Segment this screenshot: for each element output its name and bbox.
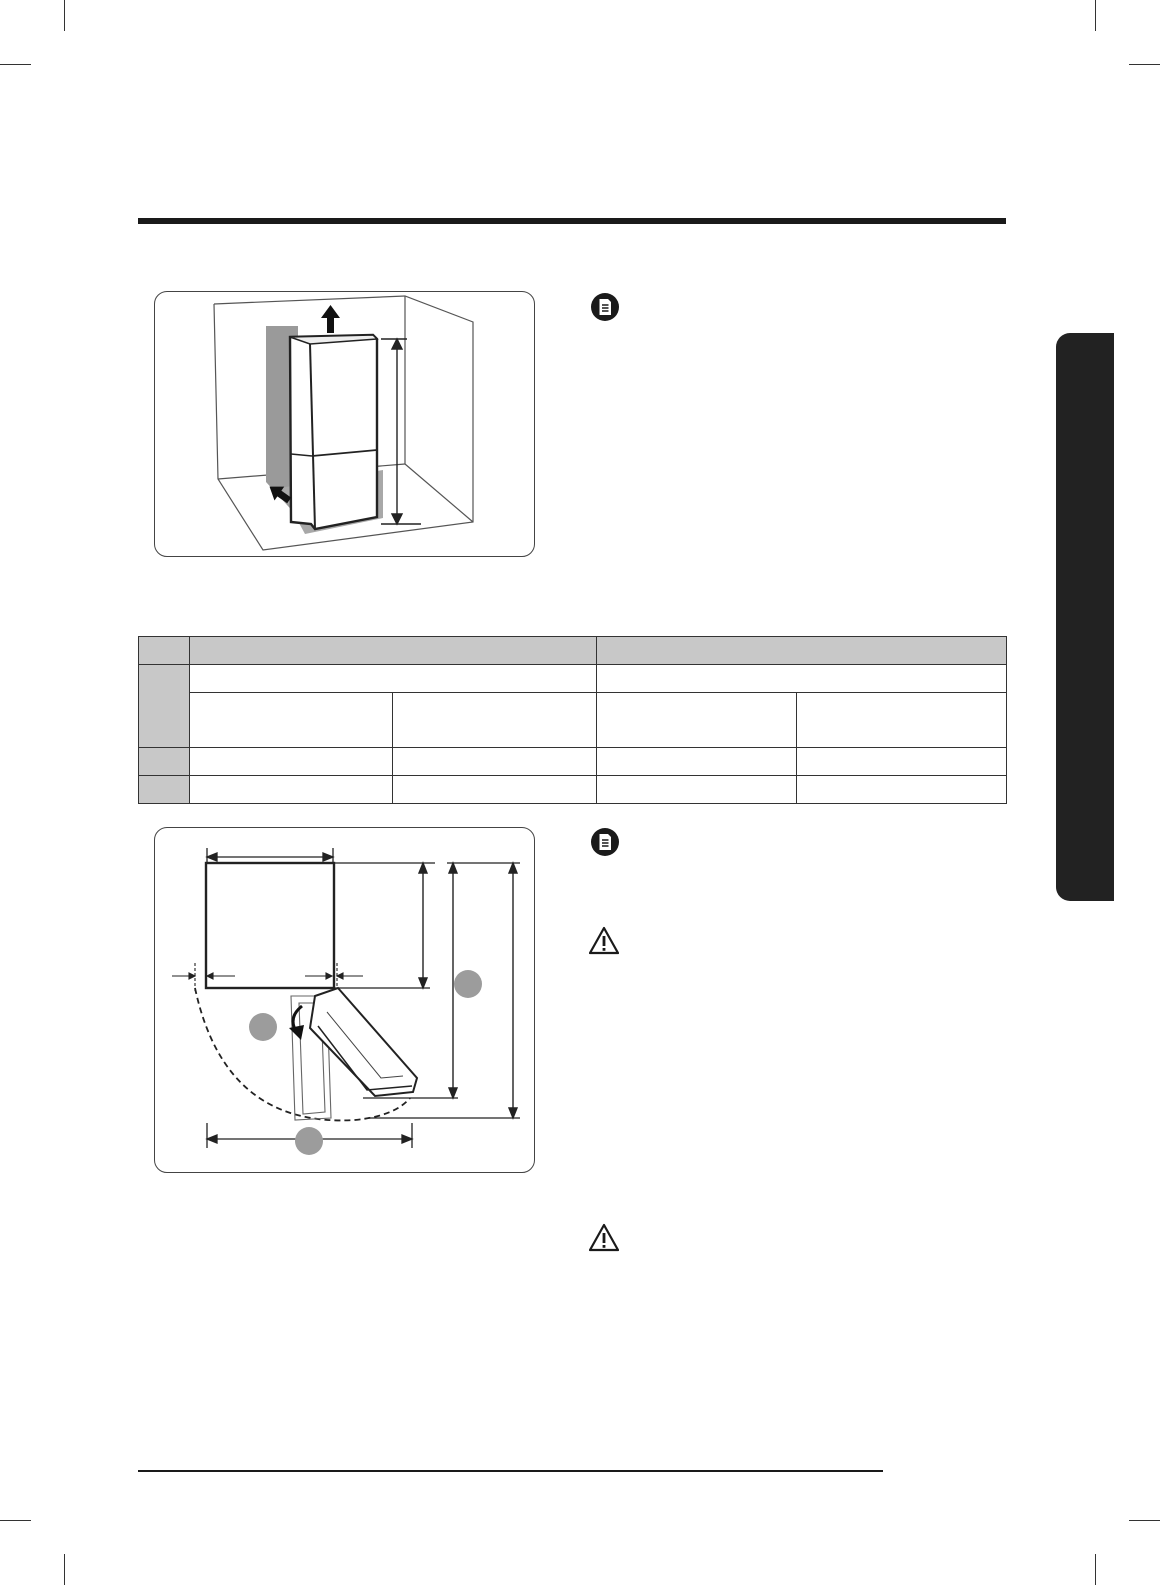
crop-mark	[64, 1554, 65, 1585]
table-subheader-cell	[597, 665, 1007, 693]
table-cell	[393, 748, 597, 776]
table-cell	[393, 776, 597, 804]
table-cell	[797, 748, 1007, 776]
table-column-row	[139, 693, 1007, 748]
callout-circle	[295, 1127, 323, 1155]
table-header-row	[139, 637, 1007, 665]
table-subheader-row	[139, 665, 1007, 693]
crop-mark	[0, 1520, 31, 1521]
table-subheader-cell	[190, 665, 597, 693]
section-rule	[138, 218, 1006, 224]
table-cell	[190, 776, 393, 804]
callout-circle	[249, 1013, 277, 1041]
note-icon	[590, 827, 620, 857]
table-column-cell	[190, 693, 393, 748]
note-icon	[590, 292, 620, 322]
callout-circle	[454, 970, 482, 998]
table-row-label	[139, 665, 190, 748]
table-cell	[797, 776, 1007, 804]
table-column-cell	[597, 693, 797, 748]
table-cell	[597, 776, 797, 804]
crop-mark	[64, 0, 65, 31]
crop-mark	[1129, 64, 1160, 65]
crop-mark	[0, 64, 31, 65]
door-clearance-figure	[154, 827, 535, 1173]
clearance-table	[138, 636, 1007, 804]
table-row	[139, 776, 1007, 804]
crop-mark	[1095, 0, 1096, 31]
chapter-side-tab	[1056, 333, 1114, 901]
table-column-cell	[393, 693, 597, 748]
table-header-cell	[597, 637, 1007, 665]
table-header-cell	[139, 637, 190, 665]
caution-triangle-icon	[589, 926, 619, 956]
table-header-cell	[190, 637, 597, 665]
footer-rule	[138, 1470, 883, 1472]
table-row	[139, 748, 1007, 776]
arrow-up-icon	[321, 305, 340, 333]
caution-triangle-icon	[589, 1223, 619, 1253]
table-cell	[190, 748, 393, 776]
table-column-cell	[797, 693, 1007, 748]
table-cell	[597, 748, 797, 776]
crop-mark	[1095, 1554, 1096, 1585]
installation-space-figure	[154, 291, 535, 557]
table-row-label	[139, 748, 190, 776]
crop-mark	[1129, 1520, 1160, 1521]
table-row-label	[139, 776, 190, 804]
